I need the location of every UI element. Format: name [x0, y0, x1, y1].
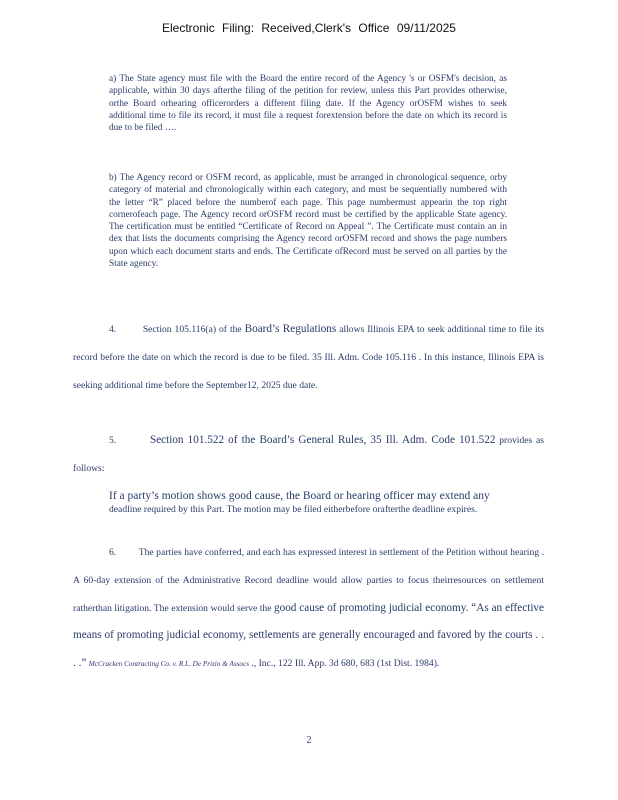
quoted-section-b: b) The Agency record or OSFM record, as applicable, must be arranged in chronological sequence, orby category of material and chronologically within each category, and must be sequentially numbered with the letter “R” placed before the numberof each page. This page numbermust appearin the top right cornerofeach page. The Agency record orOSFM record must be certified by the applicable State agency. The certification must be entitled “Certificate of Record on Appeal ”. The Certificate must contain an in dex that lists the documents comprising the Agency record orOSFM record and shows the page numbers upon which each document starts and ends. The Certificate ofRecord must be served on all parties by the State agency. — [109, 173, 507, 270]
paragraph-5 — [73, 427, 544, 483]
paragraph-number: 6. — [109, 547, 117, 558]
paragraph-text: provides as follows: — [73, 435, 545, 474]
quoted-section-a: a) The State agency must file with the Board the entire record of the Agency 's or OSFM's decision, as applicable, within 30 days afterthe filing of the petition for review, unless this Part provides otherwise, orthe Board orhearing officerorders a different filing date. If the Agency orOSFM wishes to seek additional time to file its record, it must file a request forextension before the date on which its record is due to be filed …. — [109, 74, 507, 134]
case-citation: McCracken Contracting Co. v. R.L. De Prizio & Assocs — [88, 660, 250, 669]
page-number: 2 — [306, 735, 312, 746]
paragraph-text: The parties have conferred, and each has expressed interest in settlement of the Petition without hearing . A 60-day extension of the Administrative Record deadline would allow parties to focus theirresources on settlement ratherthan litigation. The extension would serve the — [73, 547, 544, 614]
paragraph-text: Section 105.116(a) of the — [142, 324, 242, 335]
paragraph-4 — [73, 316, 544, 399]
quote-lead: If a party’s motion shows good cause, the Board or hearing officer may extend any — [109, 490, 490, 502]
paragraph-6 — [73, 539, 544, 679]
paragraph-quote: good cause of promoting judicial economy. “As an effective means of promoting judicial economy, settlements are generally encouraged and favored by the courts . . . .” — [73, 601, 544, 670]
paragraph-lead: Section 101.522 of the Board’s General Rules, 35 Ill. Adm. Code 101.522 — [149, 434, 496, 446]
filing-header: Electronic Filing: Received,Clerk's Office 09/11/2025 — [162, 21, 456, 35]
paragraph-number: 5. — [109, 435, 117, 446]
paragraph-number: 4. — [109, 324, 117, 335]
citation-tail: ., Inc., 122 Ill. App. 3d 680, 683 (1st Dist. 1984). — [251, 658, 440, 670]
quote-text: deadline required by this Part. The motion may be filed eitherbefore orafterthe deadline expires. — [109, 504, 478, 515]
paragraph-lead: Board’s Regulations — [244, 323, 337, 335]
paragraph-text: allows Illinois EPA to seek additional time to file its record before the date on which the record is due to be filed. 35 Ill. Adm. Code 105.116 . In this instance, Illinois EPA is seeking additional time before the September12, 2025 due date. — [73, 324, 545, 391]
block-quote-101-522 — [109, 490, 507, 516]
